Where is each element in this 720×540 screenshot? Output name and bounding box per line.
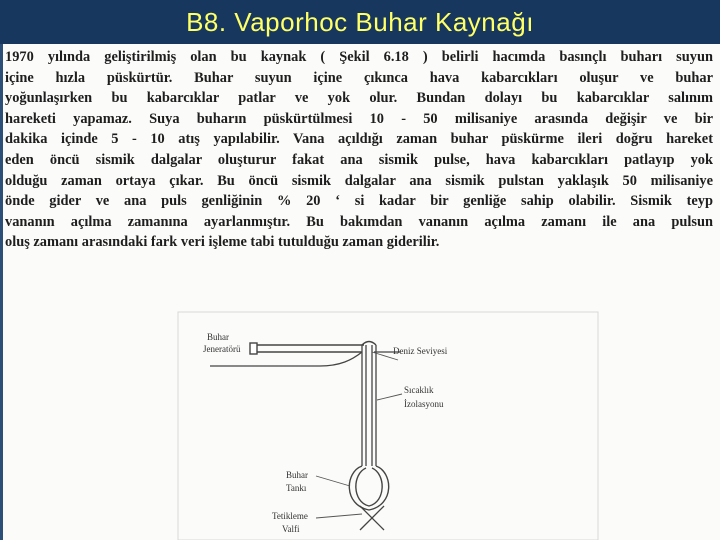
paragraph-line: vananın açılma zamanına ayarlanmıştır. Bu bakımdan vananın açılma zamanı ile ana pulsun: [5, 213, 713, 230]
diagram-frame: [178, 312, 598, 540]
paragraph-line: dakika içinde 5 - 10 atış yapılabilir. Vana açıldığı zaman buhar püskürme ileri doğru hareket: [5, 131, 713, 148]
paragraph-line: eden öncü sismik dalgalar oluşturur fakat ana sismik pulse, hava kabarcıkları patlayıp yok: [5, 151, 713, 168]
paragraph-line: içine hızla püskürtür. Buhar suyun içine çıkınca hava kabarcıkları oluşur ve buhar: [5, 69, 713, 86]
paragraph-line: önde gider ve ana puls genliğinin % 20 ‘ si kadar bir genliğe sahip olabilir. Sismik teyp: [5, 193, 713, 210]
label-buhar-tanki-1: Buhar: [286, 470, 308, 480]
label-sicaklik-izolasyonu-1: Sıcaklık: [404, 385, 434, 395]
label-buhar-tanki-2: Tankı: [286, 483, 307, 493]
paragraph-line: olduğu zaman ortaya çıkar. Bu öncü sismik dalgalar ana sismik pulstan yaklaşık 50 milisaniye: [5, 172, 713, 189]
paragraph-line: 1970 yılında geliştirilmiş olan bu kaynak ( Şekil 6.18 ) belirli hacımda basınçlı buharı suyun: [5, 49, 713, 65]
paragraph-line: yoğunlaşırken bu kabarcıklar patlar ve yok olur. Bundan dolayı bu kabarcıklar salınım: [5, 90, 713, 107]
paragraph-line: oluş zamanı arasındaki fark veri işleme tabi tutulduğu zaman giderilir.: [5, 234, 440, 251]
leader-lines: [316, 352, 402, 518]
label-tetikleme-valfi-2: Valfi: [282, 524, 300, 534]
label-sicaklik-izolasyonu-2: İzolasyonu: [404, 399, 444, 409]
steam-tank: [349, 466, 388, 510]
insulated-pipe: [362, 342, 376, 467]
paragraph-line: hareketi yapamaz. Suya buharın püskürtülmesi 10 - 50 milisaniye arasında değişir ve bir: [5, 110, 713, 127]
label-tetikleme-valfi-1: Tetikleme: [272, 511, 308, 521]
label-buhar-jeneratoru-1: Buhar: [207, 332, 229, 342]
label-buhar-jeneratoru-2: Jeneratörü: [203, 344, 241, 354]
steam-pipe: [250, 343, 364, 354]
slide-title: B8. Vaporhoc Buhar Kaynağı: [186, 6, 534, 37]
label-deniz-seviyesi: Deniz Seviyesi: [393, 346, 448, 356]
